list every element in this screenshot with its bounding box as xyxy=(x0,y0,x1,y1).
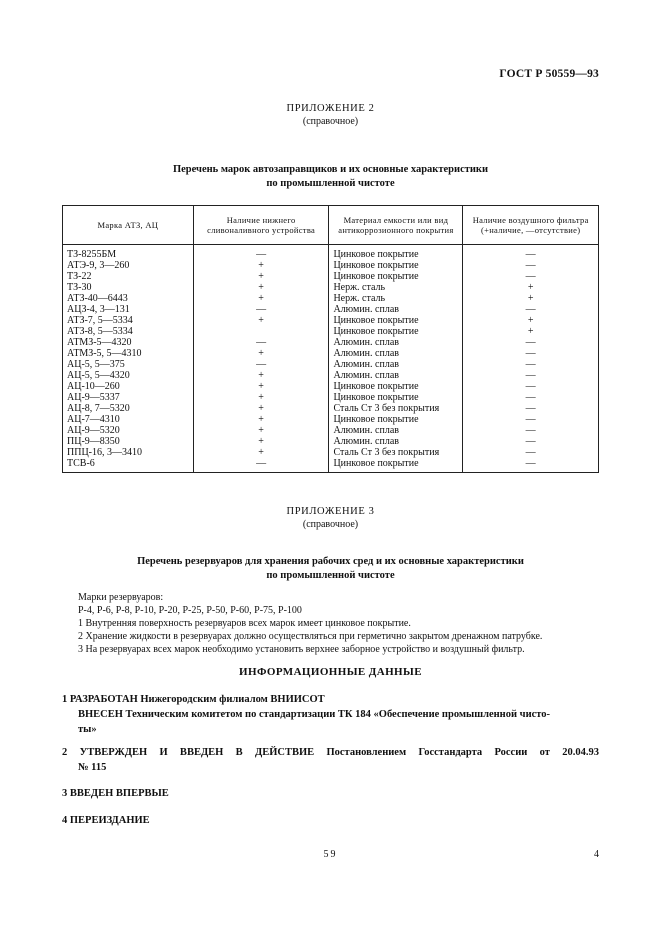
brand-cell: ТЗ-30 xyxy=(63,282,194,293)
table-row xyxy=(63,282,599,293)
info-item-1-developed: 1 РАЗРАБОТАН Нижегородским филиалом ВНИИСОТ xyxy=(62,694,325,705)
brand-cell: АЦ-5, 5—375 xyxy=(63,359,194,370)
info-item-1 xyxy=(62,692,599,737)
material-cell: Цинковое покрытие xyxy=(329,414,463,425)
info-item-2-approved: 2 УТВЕРЖДЕН И ВВЕДЕН В ДЕЙСТВИЕ Постановлением Госстандарта России от 20.04.93 xyxy=(62,747,599,758)
table-row xyxy=(63,326,599,337)
filter-cell: + xyxy=(463,293,599,304)
header-bottom-drain: Наличие нижнего сливоналивного устройства xyxy=(193,206,329,245)
material-cell: Цинковое покрытие xyxy=(329,245,463,261)
brand-cell: ППЦ-16, 3—3410 xyxy=(63,447,194,458)
material-cell: Алюмин. сплав xyxy=(329,348,463,359)
material-cell: Цинковое покрытие xyxy=(329,260,463,271)
drain-cell: + xyxy=(193,414,329,425)
filter-cell: — xyxy=(463,348,599,359)
drain-cell: — xyxy=(193,458,329,473)
table-row xyxy=(63,458,599,473)
appendix2-heading-line1: Перечень марок автозаправщиков и их основные характеристики xyxy=(172,164,489,175)
drain-cell xyxy=(193,326,329,337)
table-row xyxy=(63,304,599,315)
page-number: 59 xyxy=(323,849,338,860)
filter-cell: — xyxy=(463,447,599,458)
filter-cell: — xyxy=(463,370,599,381)
table-row xyxy=(63,337,599,348)
appendix2-title: ПРИЛОЖЕНИЕ 2 xyxy=(286,103,375,114)
material-cell: Нерж. сталь xyxy=(329,282,463,293)
drain-cell: + xyxy=(193,293,329,304)
material-cell: Алюмин. сплав xyxy=(329,337,463,348)
header-air-filter: Наличие воздушного фильтра (+наличие, —отсутствие) xyxy=(463,206,599,245)
appendix2-heading xyxy=(0,163,661,191)
info-item-2-number: № 115 xyxy=(78,762,107,773)
filter-cell: — xyxy=(463,260,599,271)
header-tank-material: Материал емкости или вид антикоррозионного покрытия xyxy=(329,206,463,245)
table-row xyxy=(63,370,599,381)
drain-cell: — xyxy=(193,359,329,370)
appendix3-heading xyxy=(0,555,661,583)
table-row xyxy=(63,447,599,458)
table-row xyxy=(63,245,599,261)
info-item-2 xyxy=(62,745,599,775)
brand-cell: АТЗ-8, 5—5334 xyxy=(63,326,194,337)
reservoir-note-1: 1 Внутренняя поверхность резервуаров всех марок имеет цинковое покрытие. xyxy=(78,618,411,629)
sheet-number: 4 xyxy=(594,849,599,860)
table-row xyxy=(63,359,599,370)
filter-cell: — xyxy=(463,436,599,447)
table-row xyxy=(63,348,599,359)
reservoir-note-2: 2 Хранение жидкости в резервуарах должно осуществляться при герметично закрытом дренажном патрубке. xyxy=(78,631,543,642)
drain-cell: + xyxy=(193,381,329,392)
brand-cell: АЦ-9—5320 xyxy=(63,425,194,436)
appendix3-heading-line1: Перечень резервуаров для хранения рабочих сред и их основные характеристики xyxy=(137,556,524,567)
filter-cell: — xyxy=(463,245,599,261)
filter-cell: — xyxy=(463,458,599,473)
document-code: ГОСТ Р 50559—93 xyxy=(499,68,599,80)
info-item-4: 4 ПЕРЕИЗДАНИЕ xyxy=(62,815,150,826)
material-cell: Алюмин. сплав xyxy=(329,425,463,436)
reservoir-brands-list: Р-4, Р-6, Р-8, Р-10, Р-20, Р-25, Р-50, Р-60, Р-75, Р-100 xyxy=(78,605,302,616)
filter-cell: — xyxy=(463,403,599,414)
drain-cell: + xyxy=(193,425,329,436)
material-cell: Алюмин. сплав xyxy=(329,436,463,447)
brand-cell: АЦ-5, 5—4320 xyxy=(63,370,194,381)
table-row xyxy=(63,392,599,403)
brand-cell: АЦЗ-4, 3—131 xyxy=(63,304,194,315)
drain-cell: + xyxy=(193,282,329,293)
brand-cell: ТСВ-6 xyxy=(63,458,194,473)
brand-cell: ТЗ-8255БМ xyxy=(63,245,194,261)
drain-cell: + xyxy=(193,315,329,326)
appendix3-heading-line2: по промышленной чистоте xyxy=(266,570,395,581)
filter-cell: — xyxy=(463,271,599,282)
brand-cell: АТМЗ-5—4320 xyxy=(63,337,194,348)
table-row xyxy=(63,381,599,392)
material-cell: Цинковое покрытие xyxy=(329,271,463,282)
table-header-row xyxy=(63,206,599,245)
brand-cell: ПЦ-9—8350 xyxy=(63,436,194,447)
drain-cell: — xyxy=(193,304,329,315)
material-cell: Алюмин. сплав xyxy=(329,359,463,370)
filter-cell: — xyxy=(463,414,599,425)
brand-cell: АЦ-8, 7—5320 xyxy=(63,403,194,414)
filter-cell: — xyxy=(463,381,599,392)
drain-cell: + xyxy=(193,403,329,414)
filter-cell: — xyxy=(463,337,599,348)
appendix3-title: ПРИЛОЖЕНИЕ 3 xyxy=(286,506,375,517)
brand-cell: АТЭ-9, 3—260 xyxy=(63,260,194,271)
material-cell: Нерж. сталь xyxy=(329,293,463,304)
reservoir-note-3: 3 На резервуарах всех марок необходимо установить верхнее заборное устройство и воздушный фильтр. xyxy=(78,644,525,655)
brand-cell: АТЗ-7, 5—5334 xyxy=(63,315,194,326)
table-row xyxy=(63,403,599,414)
info-item-3: 3 ВВЕДЕН ВПЕРВЫЕ xyxy=(62,788,169,799)
filter-cell: — xyxy=(463,425,599,436)
info-item-1-introduced-cont: ты» xyxy=(78,724,97,735)
drain-cell: + xyxy=(193,447,329,458)
material-cell: Цинковое покрытие xyxy=(329,326,463,337)
filter-cell: — xyxy=(463,359,599,370)
material-cell: Цинковое покрытие xyxy=(329,458,463,473)
material-cell: Цинковое покрытие xyxy=(329,392,463,403)
brands-table xyxy=(62,205,599,473)
table-row xyxy=(63,260,599,271)
material-cell: Алюмин. сплав xyxy=(329,370,463,381)
drain-cell: + xyxy=(193,260,329,271)
drain-cell: — xyxy=(193,245,329,261)
brand-cell: АТЗ-40—6443 xyxy=(63,293,194,304)
table-row xyxy=(63,315,599,326)
drain-cell: + xyxy=(193,370,329,381)
drain-cell: + xyxy=(193,436,329,447)
material-cell: Алюмин. сплав xyxy=(329,304,463,315)
reservoir-brands-label: Марки резервуаров: xyxy=(78,592,164,603)
material-cell: Цинковое покрытие xyxy=(329,381,463,392)
table-row xyxy=(63,436,599,447)
header-brand: Марка АТЗ, АЦ xyxy=(63,206,194,245)
drain-cell: + xyxy=(193,348,329,359)
drain-cell: + xyxy=(193,271,329,282)
table-row xyxy=(63,293,599,304)
brand-cell: АЦ-7—4310 xyxy=(63,414,194,425)
appendix2-heading-line2: по промышленной чистоте xyxy=(266,178,395,189)
brand-cell: ТЗ-22 xyxy=(63,271,194,282)
material-cell: Сталь Ст 3 без покрытия xyxy=(329,403,463,414)
appendix2-subtitle: (справочное) xyxy=(302,116,359,127)
brands-table-body xyxy=(63,245,599,473)
brand-cell: АЦ-10—260 xyxy=(63,381,194,392)
appendix3-subtitle: (справочное) xyxy=(302,519,359,530)
filter-cell: — xyxy=(463,392,599,403)
info-heading: ИНФОРМАЦИОННЫЕ ДАННЫЕ xyxy=(239,666,422,678)
filter-cell: — xyxy=(463,304,599,315)
material-cell: Цинковое покрытие xyxy=(329,315,463,326)
drain-cell: — xyxy=(193,337,329,348)
drain-cell: + xyxy=(193,392,329,403)
filter-cell: + xyxy=(463,282,599,293)
brand-cell: АТМЗ-5, 5—4310 xyxy=(63,348,194,359)
table-row xyxy=(63,425,599,436)
material-cell: Сталь Ст 3 без покрытия xyxy=(329,447,463,458)
table-row xyxy=(63,414,599,425)
filter-cell: + xyxy=(463,315,599,326)
info-item-1-introduced: ВНЕСЕН Техническим комитетом по стандартизации ТК 184 «Обеспечение промышленной чисто- xyxy=(78,709,551,720)
filter-cell: + xyxy=(463,326,599,337)
table-row xyxy=(63,271,599,282)
brand-cell: АЦ-9—5337 xyxy=(63,392,194,403)
